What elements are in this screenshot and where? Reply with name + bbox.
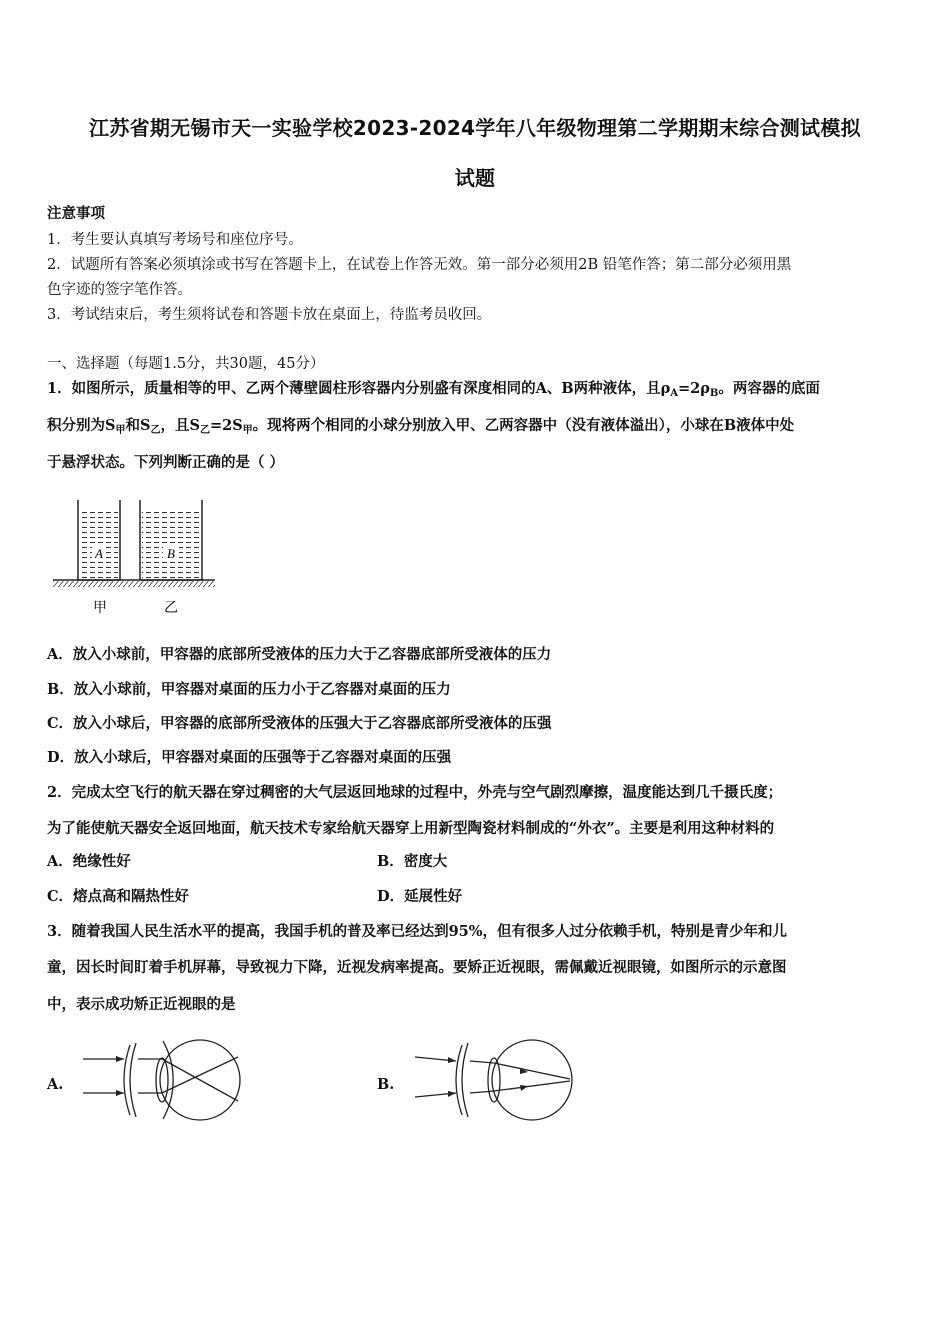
q1-stem-line1 (47, 377, 820, 398)
two-containers-figure (50, 495, 220, 620)
eye-lens (156, 1058, 168, 1102)
refracted-ray (494, 1081, 570, 1091)
eye-diagram-a (78, 1035, 248, 1125)
section-heading: 一、选择题（每题1.5分，共30题，45分） (47, 356, 325, 372)
table-hatch (53, 581, 215, 587)
page-title-line1: 江苏省期无锡市天一实验学校2023-2024学年八年级物理第二学期期末综合测试模拟 (89, 116, 861, 140)
q2-stem-line1: 2．完成太空飞行的航天器在穿过稠密的大气层返回地球的过程中，外壳与空气剧烈摩擦，温度能达到几千摄氏度； (47, 784, 783, 801)
q2-option-a: A．绝缘性好 (47, 853, 131, 870)
q3-stem-line2: 童，因长时间盯着手机屏幕，导致视力下降，近视发病率提高。要矫正近视眼，需佩戴近视眼镜，如图所示的示意图 (47, 959, 787, 976)
q1-subscript: 乙 (199, 425, 210, 436)
q1-text: 积分别为S (47, 417, 116, 434)
page-title-line2: 试题 (454, 166, 496, 190)
ray-arrow (116, 1056, 124, 1062)
glasses-lens-outer (456, 1045, 462, 1115)
eye-diagram-b (410, 1035, 580, 1125)
q3-stem-line1: 3．随着我国人民生活水平的提高，我国手机的普及率已经达到95%，但有很多人过分依赖手机，特别是青少年和儿 (47, 923, 788, 940)
notice-heading: 注意事项 (47, 205, 105, 222)
glasses-lens-inner (130, 1043, 136, 1117)
q3-option-b-label: B. (377, 1076, 395, 1093)
notice-item-2-line1: 2．试题所有答案必须填涂或书写在答题卡上，在试卷上作答无效。第一部分必须用2B 铅笔作答；第二部分必须用黑 (47, 257, 792, 273)
q1-text: 。现将两个相同的小球分别放入甲、乙两容器中（没有液体溢出），小球在B液体中处 (252, 417, 795, 434)
ray-arrow (448, 1057, 456, 1063)
glasses-lens-outer (124, 1045, 130, 1115)
q1-text: 。两容器的底面 (718, 380, 820, 397)
q1-option-d: D．放入小球后，甲容器对桌面的压强等于乙容器对桌面的压强 (47, 749, 452, 766)
notice-item-3: 3．考试结束后，考生须将试卷和答题卡放在桌面上，待监考员收回。 (47, 307, 492, 323)
q2-option-b: B．密度大 (377, 853, 448, 870)
q1-option-a: A．放入小球前，甲容器的底部所受液体的压力大于乙容器底部所受液体的压力 (47, 646, 552, 663)
label-b: B (167, 546, 175, 561)
glasses-lens-inner (462, 1043, 468, 1117)
q3-option-a-label: A. (47, 1076, 64, 1093)
q1-stem-line3: 于悬浮状态。下列判断正确的是（ ） (47, 454, 285, 471)
q3-stem-line3: 中，表示成功矫正近视眼的是 (47, 996, 236, 1013)
caption-jia: 甲 (93, 600, 107, 616)
q1-text: =2S (209, 417, 243, 434)
light-ray (470, 1091, 494, 1093)
q1-option-b: B．放入小球前，甲容器对桌面的压力小于乙容器对桌面的压力 (47, 681, 451, 698)
q1-subscript: B (709, 388, 719, 399)
refracted-ray (494, 1063, 570, 1079)
q1-subscript: 乙 (150, 425, 161, 436)
q1-text: 和S (125, 417, 151, 434)
q1-text: =2ρ (678, 380, 710, 397)
q2-option-d: D．延展性好 (377, 888, 463, 905)
q1-text: ，且S (160, 417, 200, 434)
notice-item-2-line2: 色字迹的签字笔作答。 (47, 282, 192, 298)
caption-yi: 乙 (164, 600, 178, 616)
eye-lens (488, 1058, 500, 1102)
q1-subscript: 甲 (242, 425, 253, 436)
ray-arrow (520, 1085, 528, 1091)
q1-text: 1．如图所示，质量相等的甲、乙两个薄壁圆柱形容器内分别盛有深度相同的A、B两种液体，且ρ (47, 380, 671, 397)
label-a: A (95, 546, 103, 561)
eyeball (492, 1040, 572, 1120)
notice-item-1: 1．考生要认真填写考场号和座位序号。 (47, 232, 303, 248)
q2-option-c: C．熔点高和隔热性好 (47, 888, 190, 905)
ray-arrow (448, 1091, 456, 1097)
q1-subscript: A (670, 388, 678, 399)
q1-option-c: C．放入小球后，甲容器的底部所受液体的压强大于乙容器底部所受液体的压强 (47, 715, 552, 732)
ray-arrow (116, 1090, 124, 1096)
q2-stem-line2: 为了能使航天器安全返回地面，航天技术专家给航天器穿上用新型陶瓷材料制成的“外衣”。主要是利用这种材料的 (47, 820, 775, 837)
q1-stem-line2 (47, 414, 794, 435)
q1-subscript: 甲 (115, 425, 126, 436)
